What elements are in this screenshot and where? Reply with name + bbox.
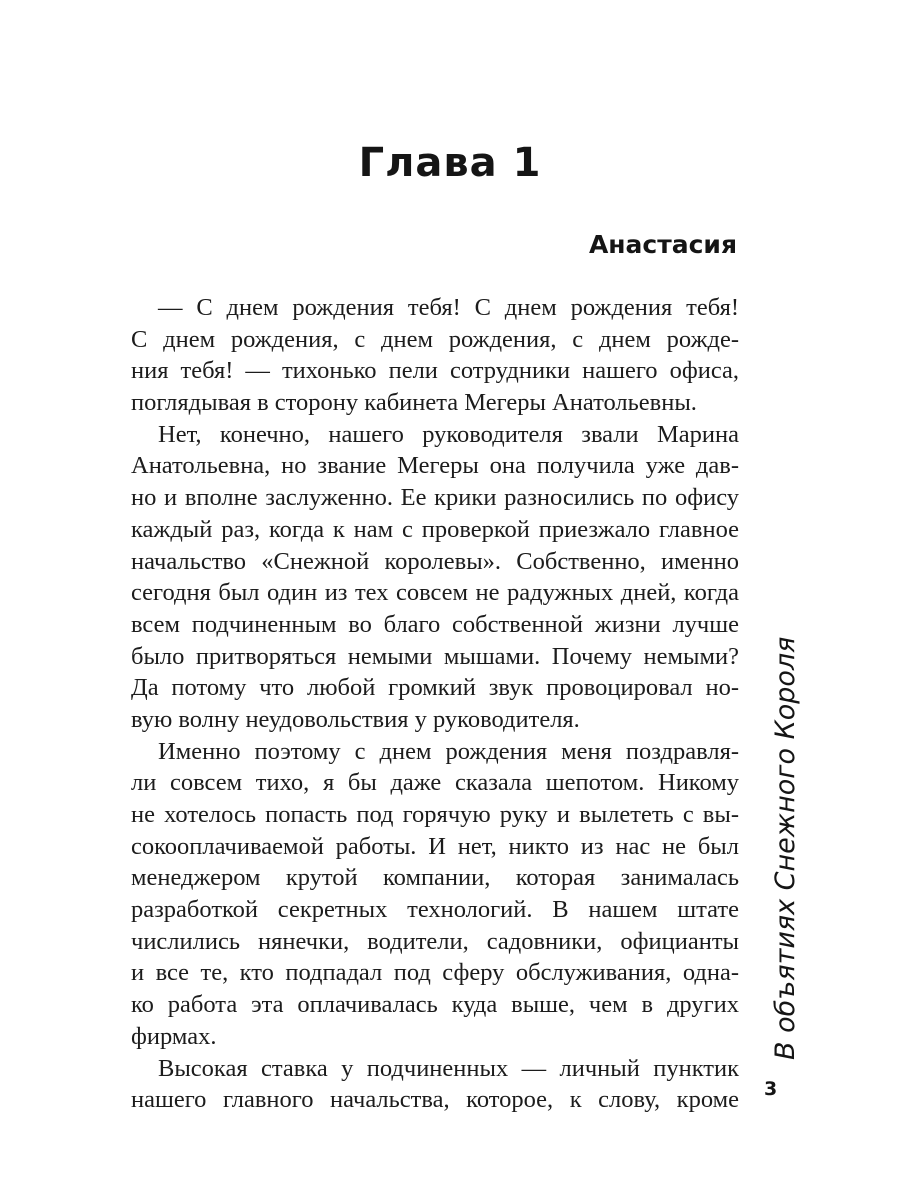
text-line: не хотелось попасть под горячую руку и вылететь с вы-	[131, 801, 739, 828]
text-line: менеджером крутой компании, которая занималась	[131, 864, 739, 892]
body-text	[131, 292, 739, 1116]
text-line: Анатольевна, но звание Мегеры она получила уже дав-	[131, 452, 739, 480]
text-line: вую волну неудовольствия у руководителя.	[131, 705, 580, 733]
text-line: нашего главного начальства, которое, к слову, кроме	[131, 1086, 739, 1114]
text-line: каждый раз, когда к нам с проверкой приезжало главное	[131, 515, 739, 543]
text-line: разработкой секретных технологий. В нашем штате	[131, 896, 739, 924]
text-line: начальство «Снежной королевы». Собственно, именно	[131, 547, 739, 575]
text-line: сокооплачиваемой работы. И нет, никто из нас не был	[131, 832, 739, 860]
text-line: и все те, кто подпадал под сферу обслуживания, одна-	[131, 959, 739, 987]
text-line: ко работа эта оплачивалась куда выше, чем в других	[131, 991, 739, 1019]
text-line: Именно поэтому с днем рождения меня поздравля-	[158, 737, 739, 765]
text-line: С днем рождения, с днем рождения, с днем рожде-	[131, 325, 739, 353]
page-number: 3	[764, 1078, 778, 1100]
chapter-title: Глава 1	[358, 140, 542, 186]
text-line: было притворяться немыми мышами. Почему немыми?	[131, 642, 739, 670]
text-line: фирмах.	[131, 1022, 217, 1050]
text-line: сегодня был один из тех совсем не радужных дней, когда	[131, 579, 739, 607]
text-line: Высокая ставка у подчиненных — личный пунктик	[158, 1054, 739, 1082]
text-line: но и вполне заслуженно. Ее крики разносились по офису	[131, 484, 739, 512]
text-line: числились нянечки, водители, садовники, официанты	[131, 927, 739, 955]
text-line: Да потому что любой громкий звук провоцировал но-	[131, 674, 739, 702]
text-line: — С днем рождения тебя! С днем рождения тебя!	[158, 294, 739, 321]
running-title: В объятиях Снежного Короля	[770, 636, 801, 1060]
text-line: ния тебя! — тихонько пели сотрудники нашего офиса,	[131, 357, 739, 385]
text-line: всем подчиненным во благо собственной жизни лучше	[131, 610, 739, 638]
text-line: ли совсем тихо, я бы даже сказала шепотом. Никому	[131, 769, 739, 797]
text-line: поглядывая в сторону кабинета Мегеры Анатольевны.	[131, 389, 697, 417]
section-title: Анастасия	[588, 230, 737, 259]
text-line: Нет, конечно, нашего руководителя звали Марина	[158, 420, 739, 448]
